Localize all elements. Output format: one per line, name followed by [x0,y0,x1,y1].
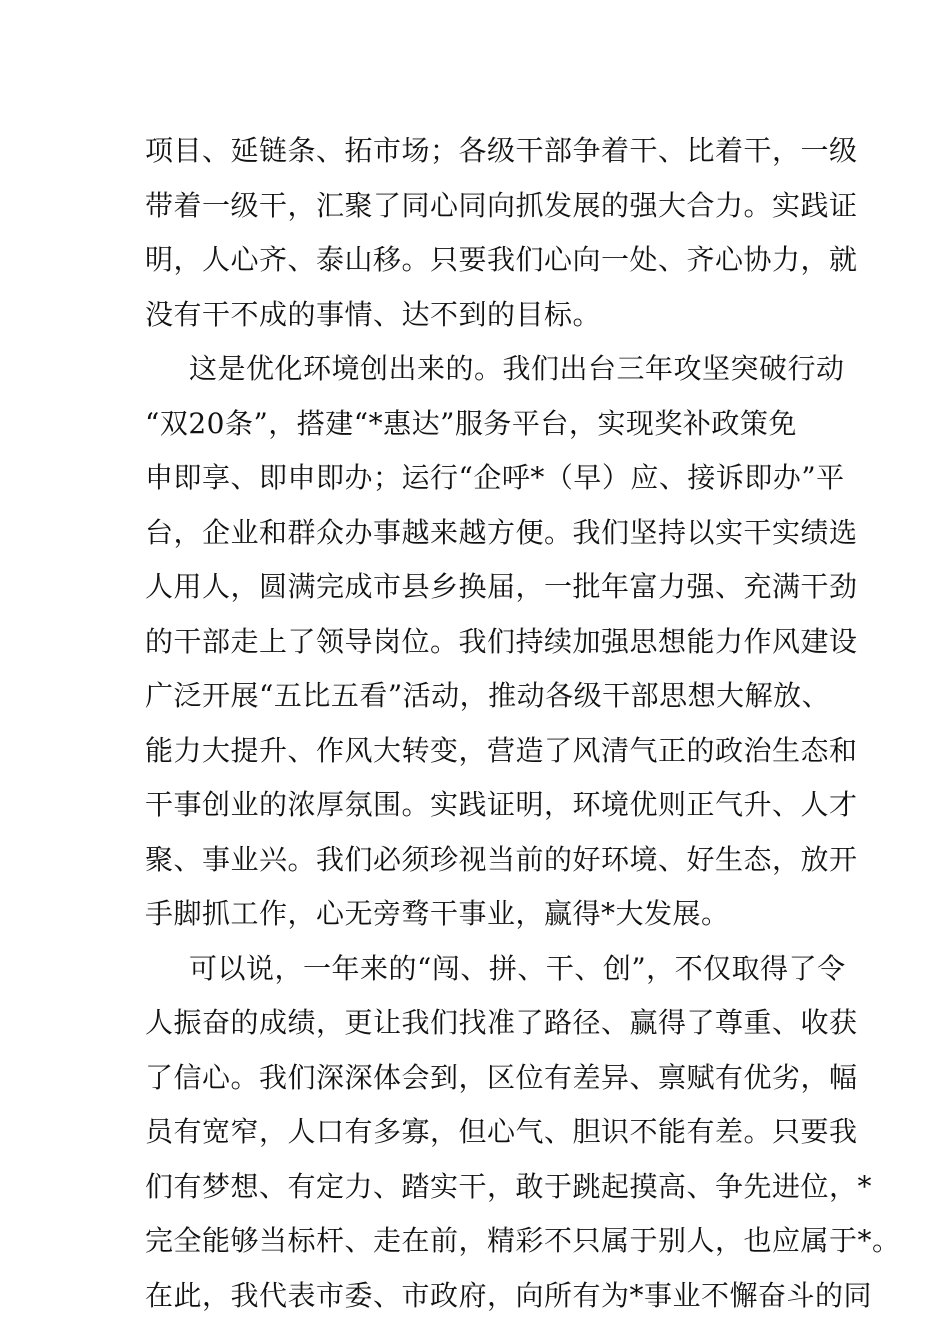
text-line: 的干部走上了领导岗位。我们持续加强思想能力作风建设 [145,624,858,658]
text-line: 聚、事业兴。我们必须珍视当前的好环境、好生态，放开 [145,842,858,876]
paragraph-start-line: 可以说，一年来的“闯、拼、干、创”，不仅取得了令 [189,951,846,985]
text-line: 明，人心齐、泰山移。只要我们心向一处、齐心协力，就 [145,243,858,276]
text-line: 台，企业和群众办事越来越方便。我们坚持以实干实绩选 [145,515,858,549]
text-line: 广泛开展“五比五看”活动，推动各级干部思想大解放、 [145,679,831,712]
text-line: 带着一级干，汇聚了同心同向抓发展的强大合力。实践证 [145,188,858,222]
text-line: 项目、延链条、拓市场；各级干部争着干、比着干，一级 [145,134,858,167]
text-line: 人振奋的成绩，更让我们找准了路径、赢得了尊重、收获 [145,1006,858,1039]
text-line: 申即享、即申即办；运行“企呼*（早）应、接诉即办”平 [145,461,845,494]
text-line: 人用人，圆满完成市县乡换届，一批年富力强、充满干劲 [145,570,858,603]
body-text [145,124,901,1323]
text-line: “双20条”，搭建“*惠达”服务平台，实现奖补政策免 [145,406,797,440]
text-line: 没有干不成的事情、达不到的目标。 [145,297,602,331]
text-line: 员有宽窄，人口有多寡，但心气、胆识不能有差。只要我 [145,1115,858,1148]
text-line: 完全能够当标杆、走在前，精彩不只属于别人，也应属于*。 [145,1224,901,1257]
text-line: 手脚抓工作，心无旁骛干事业，赢得*大发展。 [145,897,730,930]
text-line: 能力大提升、作风大转变，营造了风清气正的政治生态和 [145,733,858,767]
text-line: 们有梦想、有定力、踏实干，敢于跳起摸高、争先进位，* [145,1169,873,1203]
text-line: 在此，我代表市委、市政府，向所有为*事业不懈奋斗的同 [145,1278,873,1312]
text-line: 了信心。我们深深体会到，区位有差异、禀赋有优劣，幅 [145,1060,858,1094]
paragraph-start-line: 这是优化环境创出来的。我们出台三年攻坚突破行动 [189,352,845,385]
text-line: 干事创业的浓厚氛围。实践证明，环境优则正气升、人才 [145,788,858,821]
